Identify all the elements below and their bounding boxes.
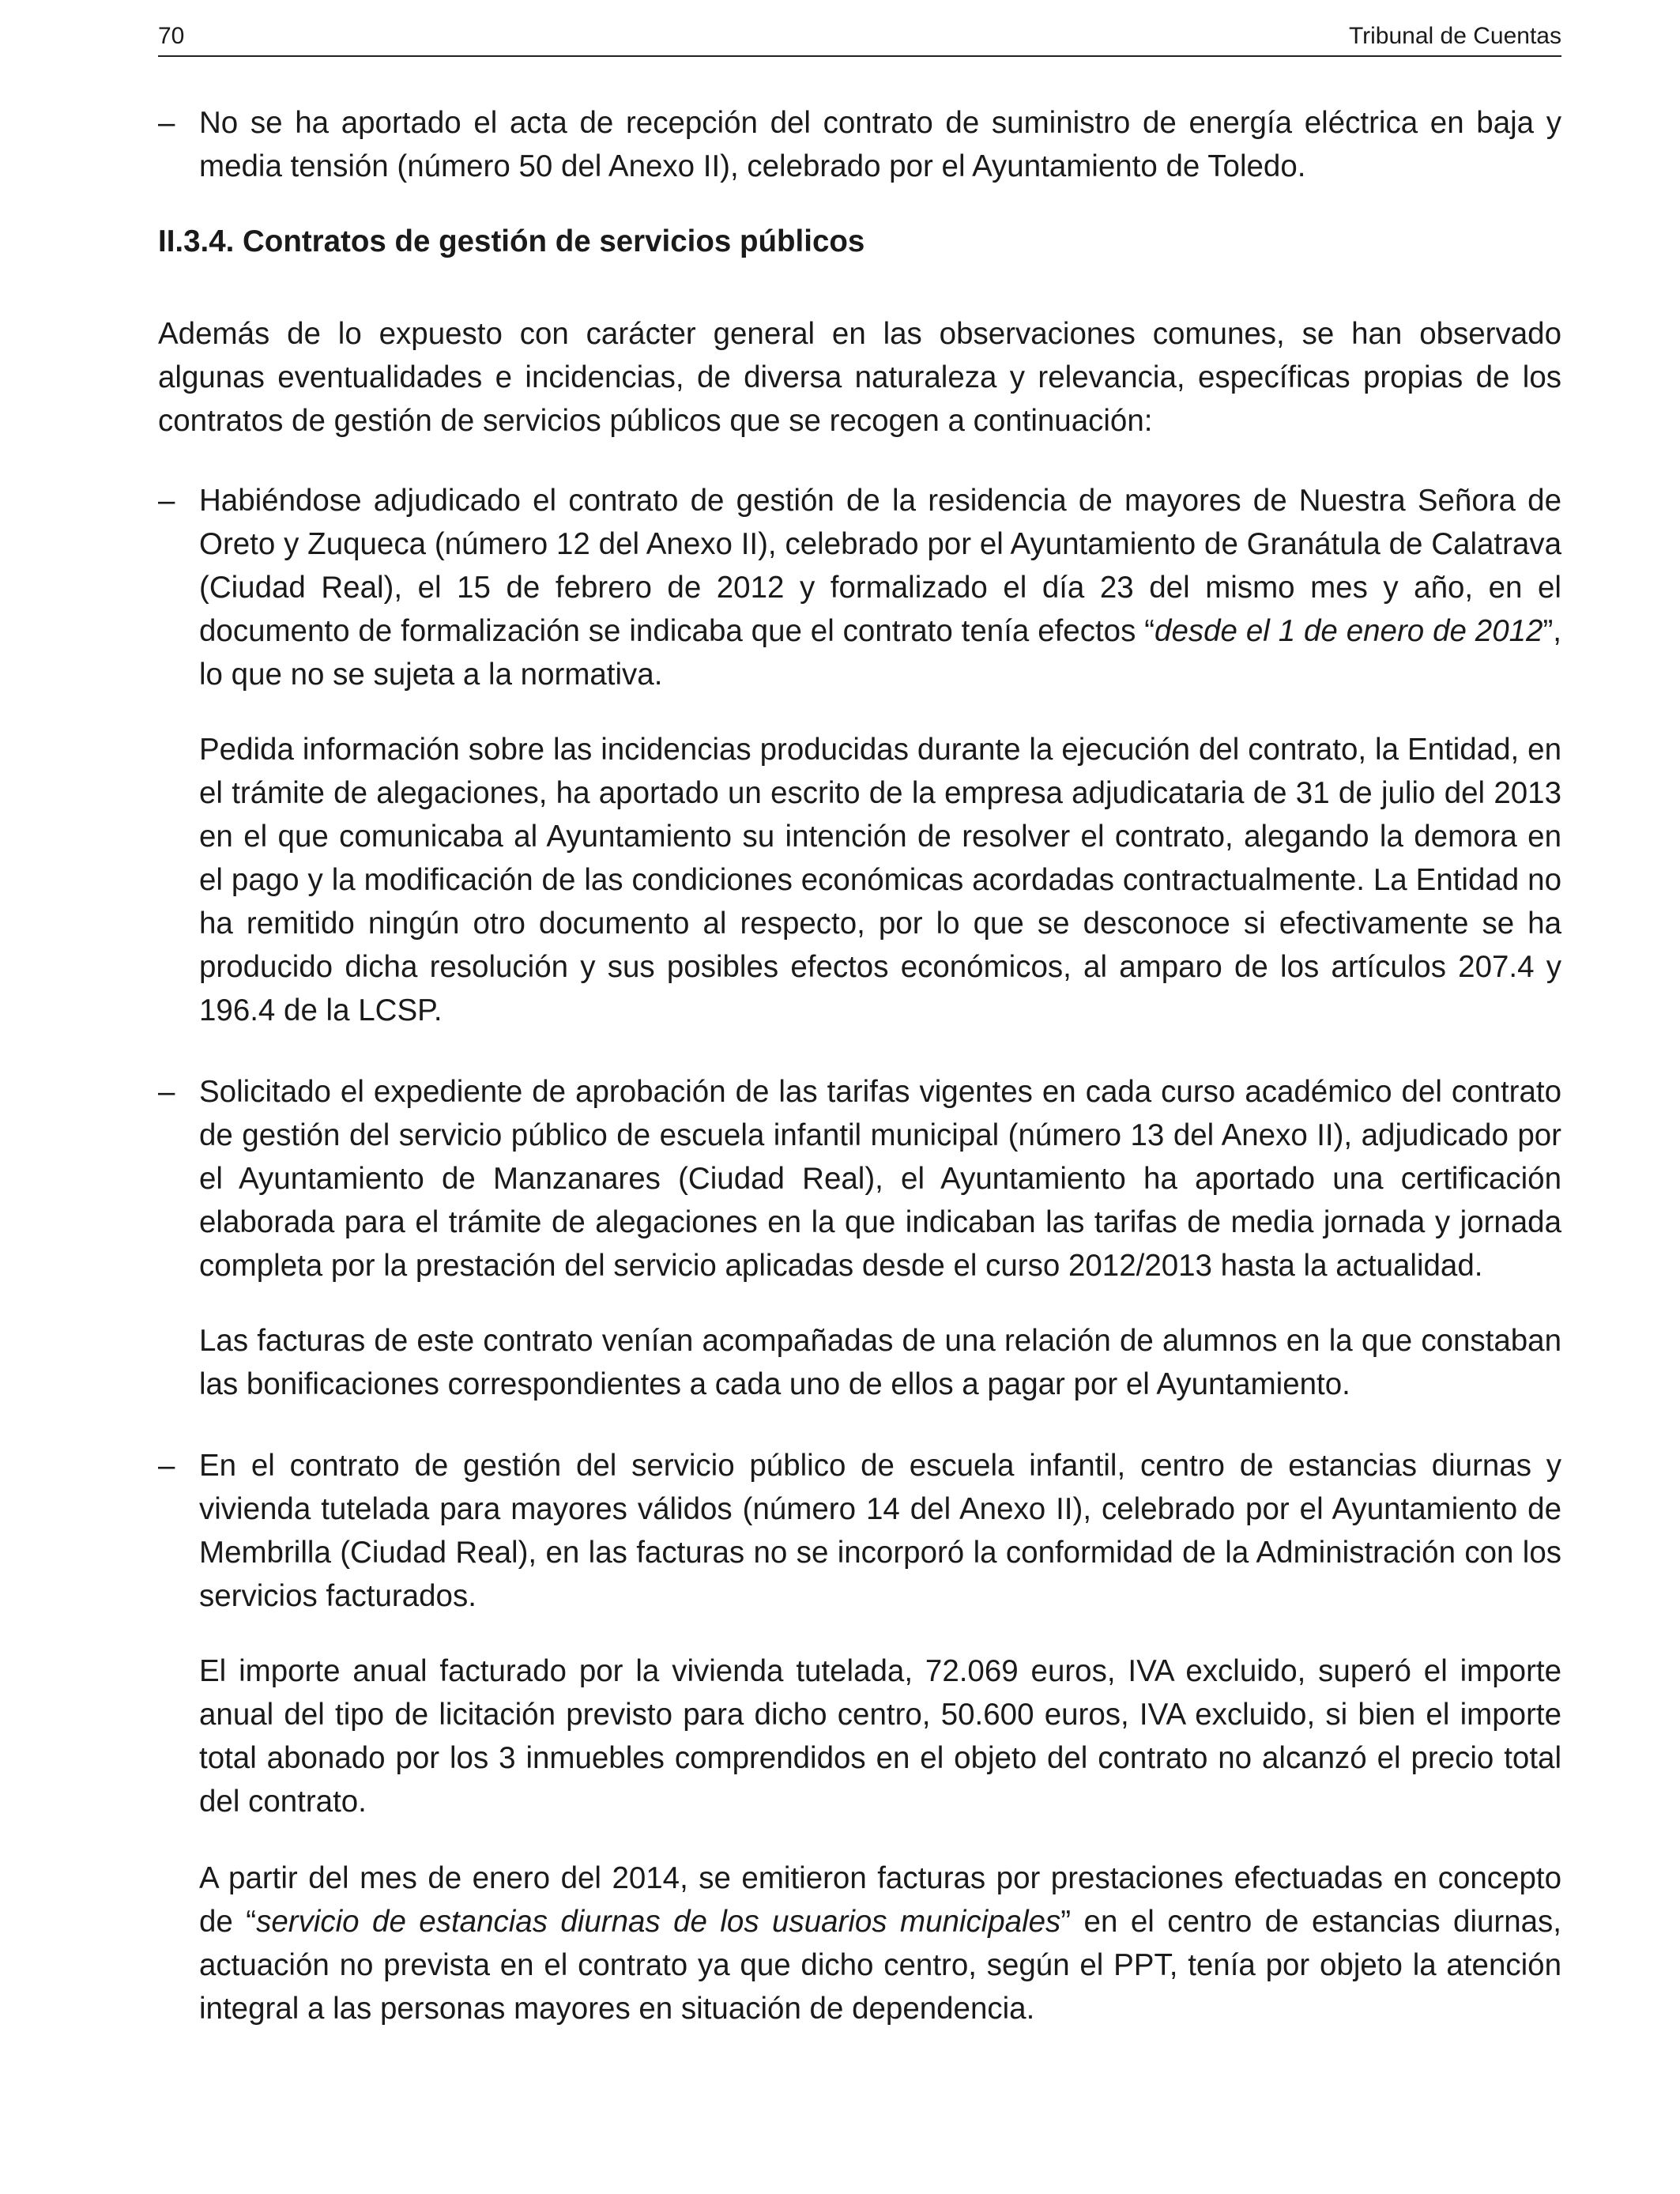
bullet-continuation — [158, 1649, 1561, 1823]
bullet-dash: – — [158, 1449, 175, 1483]
bullet-dash: – — [158, 106, 175, 140]
page-header — [158, 17, 1561, 57]
publisher-name: Tribunal de Cuentas — [1348, 23, 1561, 49]
text-run: Habiéndose adjudicado el contrato de gestión de la residencia de mayores de Nuestra Señora de Oreto y Zuqueca (número 12 del Anexo II), celebrado por el Ayuntamiento de Granátula de Calatrava (Ciudad Real), el 15 de febrero de 2012 y formalizado el día 23 del mismo mes y año, en el documento de formalización se indicaba que el contrato tenía efectos “ — [199, 484, 1561, 648]
bullet-item — [158, 101, 1561, 188]
text-run: A partir del mes de enero del 2014, se emitieron facturas por prestaciones efectuadas en concepto de “ — [199, 1861, 1561, 1939]
bullet-continuation — [158, 1319, 1561, 1406]
bullet-continuation — [158, 728, 1561, 1032]
bullet-text: Solicitado el expediente de aprobación de las tarifas vigentes en cada curso académico del contrato de gestión del servicio público de escuela infantil municipal (número 13 del Anexo II), adjudicado por el Ayuntamiento de Manzanares (Ciudad Real), el Ayuntamiento ha aportado una certificación elaborada para el trámite de alegaciones en la que indicaban las tarifas de media jornada y jornada completa por la prestación del servicio aplicadas desde el curso 2012/2013 hasta la actualidad. — [199, 1075, 1561, 1283]
bullet-text: En el contrato de gestión del servicio público de escuela infantil, centro de estancias diurnas y vivienda tutelada para mayores válidos (número 14 del Anexo II), celebrado por el Ayuntamiento de Membrilla (Ciudad Real), en las facturas no se incorporó la conformidad de la Administración con los servicios facturados. — [199, 1449, 1561, 1613]
document-body — [158, 101, 1561, 2030]
paragraph — [199, 1857, 1561, 2030]
quoted-text: desde el 1 de enero de 2012 — [1155, 614, 1543, 648]
bullet-dash: – — [158, 484, 175, 518]
bullet-item — [158, 1070, 1561, 1287]
bullet-dash: – — [158, 1075, 175, 1109]
bullet-continuation — [158, 1857, 1561, 2030]
text-run: ”, lo que no se sujeta a la normativa. — [199, 614, 1561, 692]
page-number: 70 — [158, 23, 185, 49]
section-heading: II.3.4. Contratos de gestión de servicios públicos — [158, 224, 865, 258]
paragraph: Pedida información sobre las incidencias producidas durante la ejecución del contrato, la Entidad, en el trámite de alegaciones, ha aportado un escrito de la empresa adjudicataria de 31 de julio del 2013 en el que comunicaba al Ayuntamiento su intención de resolver el contrato, alegando la demora en el pago y la modificación de las condiciones económicas acordadas contractualmente. La Entidad no ha remitido ningún otro documento al respecto, por lo que se desconoce si efectivamente se ha producido dicha resolución y sus posibles efectos económicos, al amparo de los artículos 207.4 y 196.4 de la LCSP. — [199, 733, 1561, 1027]
bullet-text — [199, 479, 1561, 696]
bullet-item — [158, 479, 1561, 696]
bullet-item — [158, 1444, 1561, 1618]
bullet-text: No se ha aportado el acta de recepción del contrato de suministro de energía eléctrica en baja y media tensión (número 50 del Anexo II), celebrado por el Ayuntamiento de Toledo. — [199, 106, 1561, 183]
text-run: ” en el centro de estancias diurnas, actuación no prevista en el contrato ya que dicho centro, según el PPT, tenía por objeto la atención integral a las personas mayores en situación de dependencia. — [199, 1905, 1562, 2026]
paragraph: Las facturas de este contrato venían acompañadas de una relación de alumnos en la que constaban las bonificaciones correspondientes a cada uno de ellos a pagar por el Ayuntamiento. — [199, 1324, 1561, 1401]
quoted-text: servicio de estancias diurnas de los usuarios municipales — [256, 1905, 1061, 1939]
paragraph: El importe anual facturado por la vivienda tutelada, 72.069 euros, IVA excluido, superó el importe anual del tipo de licitación previsto para dicho centro, 50.600 euros, IVA excluido, si bien el importe total abonado por los 3 inmuebles comprendidos en el objeto del contrato no alcanzó el precio total del contrato. — [199, 1654, 1561, 1819]
intro-paragraph: Además de lo expuesto con carácter general en las observaciones comunes, se han observado algunas eventualidades e incidencias, de diversa naturaleza y relevancia, específicas propias de los contratos de gestión de servicios públicos que se recogen a continuación: — [158, 317, 1561, 438]
